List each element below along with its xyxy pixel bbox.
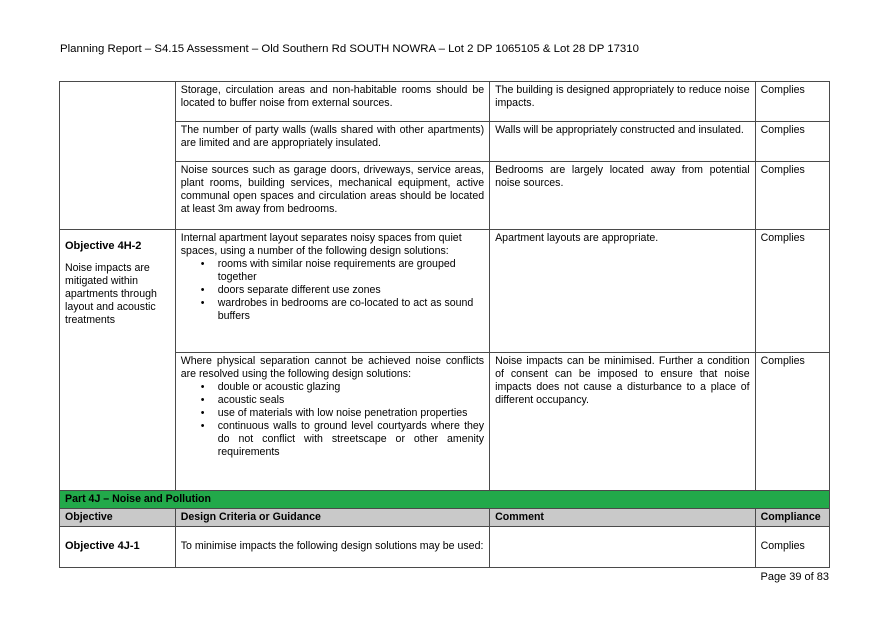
criteria-cell: Storage, circulation areas and non-habitable rooms should be located to buffer noise from external sources.: [175, 82, 489, 122]
list-item: • continuous walls to ground level courtyards where they do not conflict with streetscape or other amenity requirements: [218, 420, 484, 459]
list-item: • double or acoustic glazing: [218, 381, 484, 394]
objective-cell: [60, 230, 176, 491]
column-header-criteria: Design Criteria or Guidance: [175, 509, 489, 527]
compliance-cell: Complies: [755, 162, 829, 230]
column-header-row: [60, 509, 830, 527]
comment-cell: Bedrooms are largely located away from potential noise sources.: [490, 162, 756, 230]
comment-cell: The building is designed appropriately to reduce noise impacts.: [490, 82, 756, 122]
criteria-text: To minimise impacts the following design solutions may be used:: [180, 540, 484, 552]
list-item: • acoustic seals: [218, 394, 484, 407]
list-item: • rooms with similar noise requirements are grouped together: [218, 258, 484, 284]
compliance-cell: Complies: [755, 353, 829, 491]
comment-cell: Noise impacts can be minimised. Further a condition of consent can be imposed to ensure that noise impacts does not cause a disturbance to a place of different occupancy.: [490, 353, 756, 491]
objective-cell-empty: [60, 82, 176, 230]
bullet-list: [181, 258, 484, 323]
section-heading-row: [60, 491, 830, 509]
comment-cell: [490, 527, 756, 568]
objective-cell: [60, 527, 176, 568]
page-header: Planning Report – S4.15 Assessment – Old Southern Rd SOUTH NOWRA – Lot 2 DP 1065105 & Lot 28 DP 17310: [60, 43, 639, 55]
criteria-cell: [175, 527, 489, 568]
column-header-compliance: Compliance: [755, 509, 829, 527]
section-heading: Part 4J – Noise and Pollution: [60, 491, 830, 509]
compliance-cell: Complies: [755, 122, 829, 162]
list-item: • doors separate different use zones: [218, 284, 484, 297]
table-row: [60, 230, 830, 353]
compliance-cell: [755, 527, 829, 568]
table-row: [60, 162, 830, 230]
objective-title: Objective 4J-1: [65, 540, 140, 552]
comment-cell: Walls will be appropriately constructed and insulated.: [490, 122, 756, 162]
table-row: [60, 527, 830, 568]
compliance-text: Complies: [760, 540, 805, 552]
table-row: [60, 353, 830, 491]
list-item: • wardrobes in bedrooms are co-located to act as sound buffers: [218, 297, 484, 323]
comment-cell: Apartment layouts are appropriate.: [490, 230, 756, 353]
objective-title: Objective 4H-2: [65, 240, 142, 252]
assessment-table: [59, 81, 830, 568]
column-header-comment: Comment: [490, 509, 756, 527]
criteria-cell: [175, 353, 489, 491]
criteria-intro: Internal apartment layout separates noisy spaces from quiet spaces, using a number of the following design solutions:: [180, 232, 462, 257]
objective-description: Noise impacts are mitigated within apartments through layout and acoustic treatments: [65, 262, 157, 326]
compliance-cell: Complies: [755, 82, 829, 122]
criteria-cell: Noise sources such as garage doors, driveways, service areas, plant rooms, building services, mechanical equipment, active communal open spaces and circulation areas should be located at least 3m away from bedrooms.: [175, 162, 489, 230]
table-row: [60, 82, 830, 122]
criteria-cell: The number of party walls (walls shared with other apartments) are limited and are appropriately insulated.: [175, 122, 489, 162]
column-header-objective: Objective: [60, 509, 176, 527]
compliance-cell: Complies: [755, 230, 829, 353]
list-item: • use of materials with low noise penetration properties: [218, 407, 484, 420]
criteria-cell: [175, 230, 489, 353]
page-number: Page 39 of 83: [760, 571, 829, 583]
table-row: [60, 122, 830, 162]
criteria-intro: Where physical separation cannot be achieved noise conflicts are resolved using the following design solutions:: [180, 355, 485, 380]
bullet-list: [181, 381, 484, 459]
